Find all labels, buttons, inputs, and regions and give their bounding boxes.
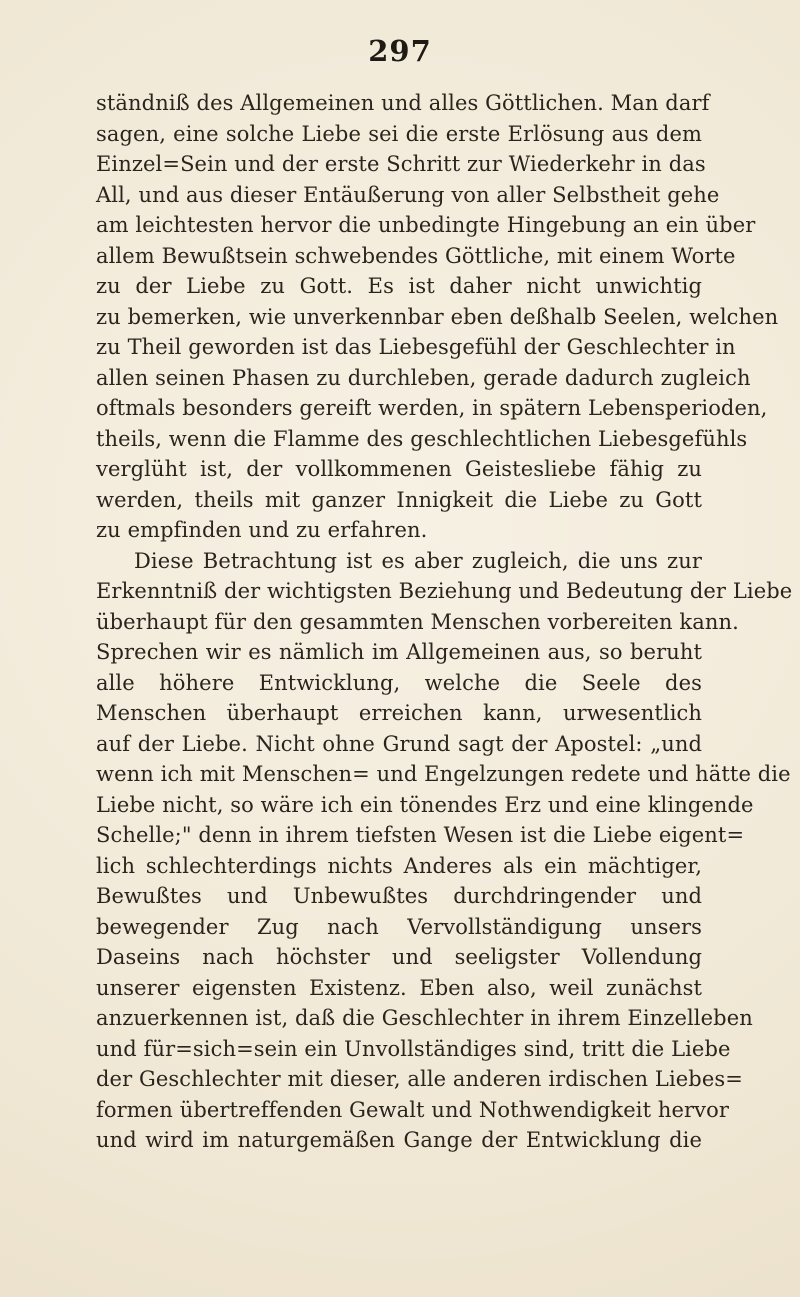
text-line: und wird im naturgemäßen Gange der Entwicklung die (96, 1128, 702, 1152)
text-line: bewegender Zug nach Vervollständigung unsers (96, 914, 702, 939)
text-line: All, und aus dieser Entäußerung von aller Selbstheit gehe (96, 182, 720, 207)
text-line: der Geschlechter mit dieser, alle anderen irdischen Liebes= (96, 1067, 743, 1091)
paragraph-start-line: Diese Betrachtung ist es aber zugleich, die uns zur (134, 548, 702, 573)
text-line: verglüht ist, der vollkommenen Geistesliebe fähig zu (96, 457, 702, 481)
text-line: überhaupt für den gesammten Menschen vorbereiten kann. (96, 609, 739, 634)
text-line: wenn ich mit Menschen= und Engelzungen redete und hätte die (96, 762, 791, 786)
text-line: allem Bewußtsein schwebendes Göttliche, mit einem Worte (96, 243, 736, 268)
text-line: zu der Liebe zu Gott. Es ist daher nicht unwichtig (96, 274, 702, 298)
text-line: Bewußtes und Unbewußtes durchdringender und (96, 884, 702, 908)
text-line: oftmals besonders gereift werden, in spätern Lebensperioden, (96, 396, 768, 420)
page-number: 297 (368, 34, 432, 68)
text-line: Liebe nicht, so wäre ich ein tönendes Erz und eine klingende (96, 792, 754, 817)
text-line: auf der Liebe. Nicht ohne Grund sagt der Apostel: „und (96, 731, 702, 756)
text-line: Sprechen wir es nämlich im Allgemeinen aus, so beruht (96, 640, 702, 664)
text-line: Daseins nach höchster und seeligster Vollendung (96, 945, 702, 969)
text-line: theils, wenn die Flamme des geschlechtlichen Liebesgefühls (96, 426, 748, 451)
text-line: zu bemerken, wie unverkennbar eben deßhalb Seelen, welchen (96, 304, 779, 329)
text-line: unserer eigensten Existenz. Eben also, weil zunächst (96, 975, 702, 1000)
text-line: und für=sich=sein ein Unvollständiges sind, tritt die Liebe (96, 1036, 731, 1061)
text-line: Einzel=Sein und der erste Schritt zur Wiederkehr in das (96, 152, 706, 176)
text-line: Erkenntniß der wichtigsten Beziehung und Bedeutung der Liebe (96, 579, 793, 603)
text-line: alle höhere Entwicklung, welche die Seele des (96, 670, 702, 695)
paragraph-end-line: zu empfinden und zu erfahren. (96, 518, 428, 542)
text-line: sagen, eine solche Liebe sei die erste Erlösung aus dem (96, 121, 702, 146)
text-line: lich schlechterdings nichts Anderes als ein mächtiger, (96, 853, 702, 878)
text-line: allen seinen Phasen zu durchleben, gerade dadurch zugleich (96, 365, 751, 390)
text-line: Menschen überhaupt erreichen kann, urwesentlich (96, 701, 702, 725)
text-line: anzuerkennen ist, daß die Geschlechter in ihrem Einzelleben (96, 1006, 753, 1030)
body-text (96, 88, 793, 1156)
text-line: zu Theil geworden ist das Liebesgefühl der Geschlechter in (96, 335, 736, 359)
text-line: ständniß des Allgemeinen und alles Göttlichen. Man darf (96, 91, 710, 115)
text-line: Schelle;" denn in ihrem tiefsten Wesen ist die Liebe eigent= (96, 823, 745, 847)
text-line: formen übertreffenden Gewalt und Nothwendigkeit hervor (96, 1097, 730, 1122)
text-line: werden, theils mit ganzer Innigkeit die Liebe zu Gott (96, 487, 702, 512)
text-line: am leichtesten hervor die unbedingte Hingebung an ein über (96, 213, 756, 237)
